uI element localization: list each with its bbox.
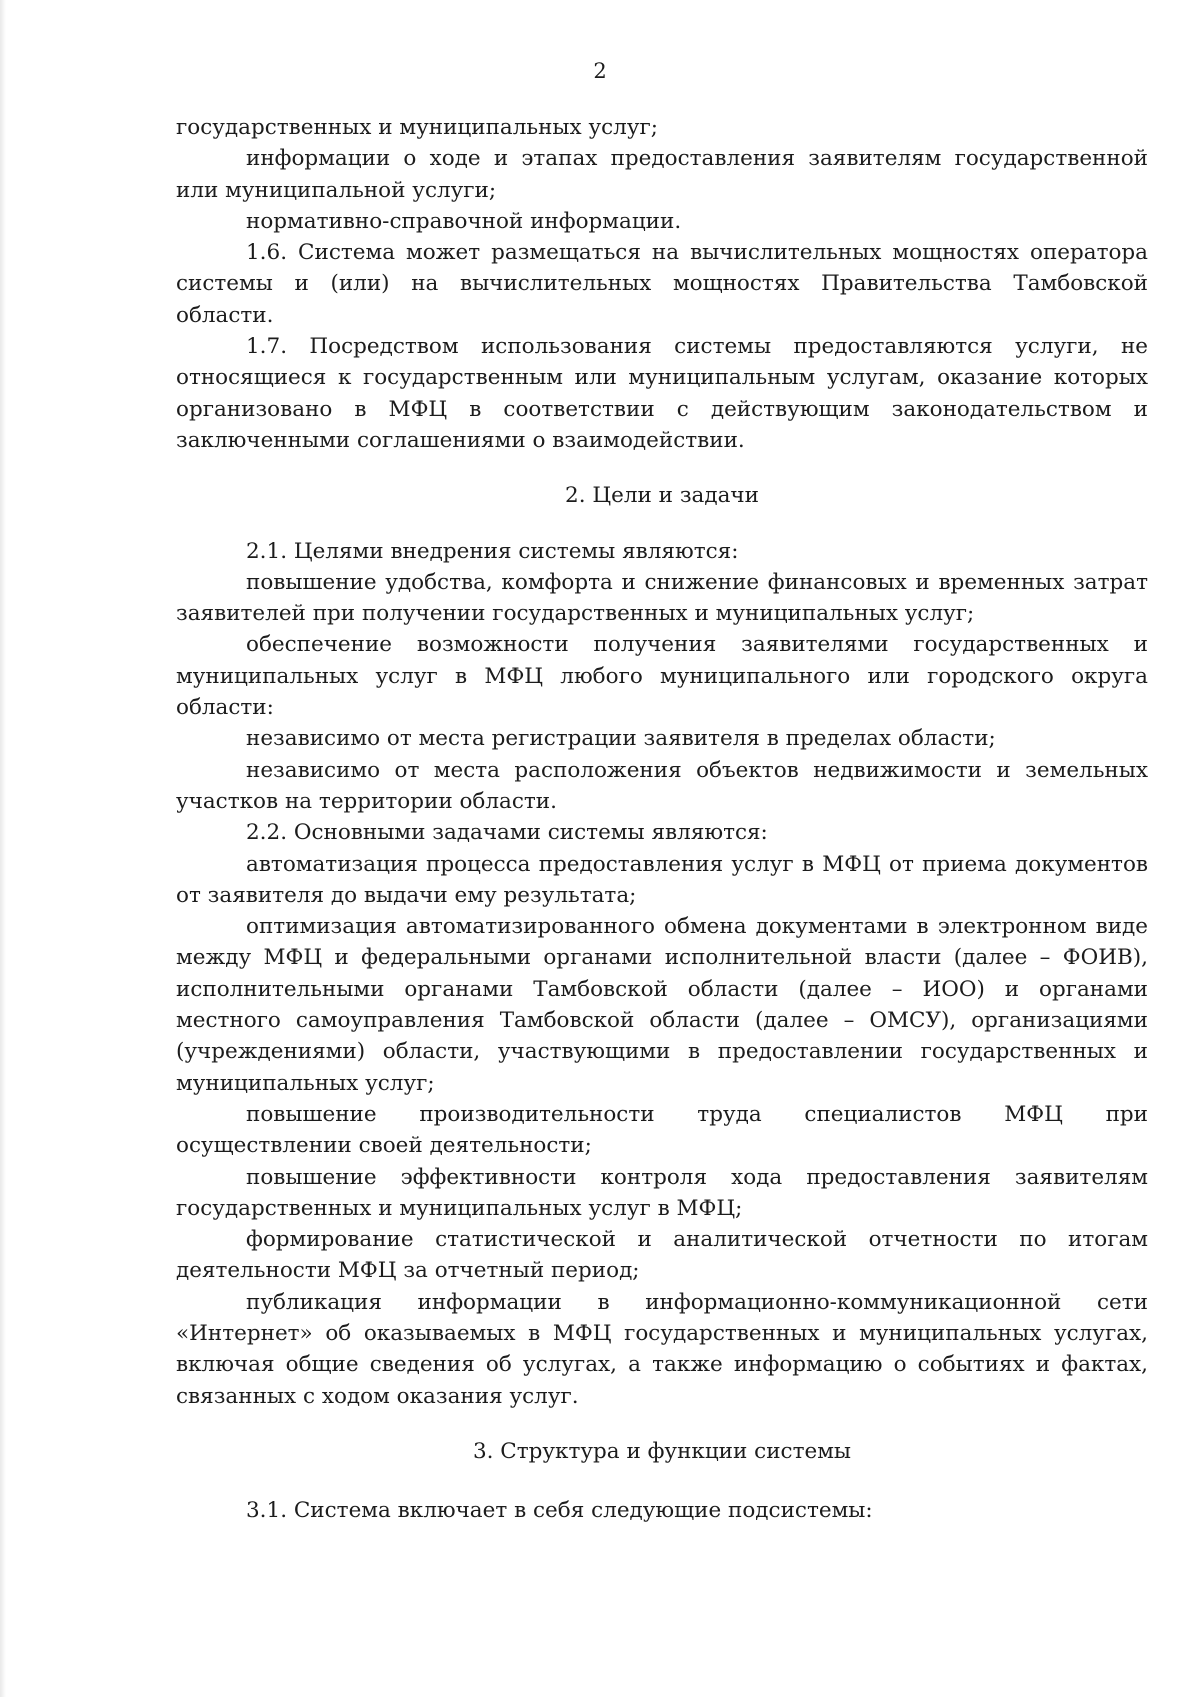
paragraph: повышение эффективности контроля хода предоставления заявителям государственных и муниципальных услуг в МФЦ; [176, 1164, 1148, 1221]
section-heading: 3. Структура и функции системы [472, 1438, 852, 1464]
document-body [176, 112, 1148, 1526]
paragraph: повышение удобства, комфорта и снижение финансовых и временных затрат заявителей при получении государственных и муниципальных услуг; [176, 569, 1148, 627]
paragraph: 2.2. Основными задачами системы являются: [246, 820, 768, 846]
intro-block [176, 112, 1148, 456]
paragraph: независимо от места расположения объектов недвижимости и земельных участков на территории области. [176, 757, 1148, 814]
paragraph: оптимизация автоматизированного обмена документами в электронном виде между МФЦ и федеральными органами исполнительной власти (далее – ФОИВ), исполнительными органами Тамбовской области (далее – ИОО) и органами местного самоуправления Тамбовской области (далее – ОМСУ), организациями (учреждениями) области, участвующими в предоставлении государственных и муниципальных услуг; [176, 914, 1148, 1096]
paragraph: независимо от места регистрации заявителя в пределах области; [246, 726, 996, 752]
paragraph: публикация информации в информационно-коммуникационной сети «Интернет» об оказываемых в МФЦ государственных и муниципальных услугах, включая общие сведения об услугах, а также информацию о событиях и фактах, связанных с ходом оказания услуг. [176, 1289, 1148, 1409]
page-number: 2 [593, 59, 607, 83]
paragraph: нормативно-справочной информации. [246, 208, 682, 234]
scan-edge-shadow [0, 0, 6, 1697]
paragraph: обеспечение возможности получения заявителями государственных и муниципальных услуг в МФЦ любого муниципального или городского округа области: [176, 632, 1148, 721]
section-heading: 2. Цели и задачи [565, 483, 759, 509]
paragraph: 1.6. Система может размещаться на вычислительных мощностях оператора системы и (или) на вычислительных мощностях Правительства Тамбовской области. [176, 240, 1148, 328]
paragraph: повышение производительности труда специалистов МФЦ при осуществлении своей деятельности; [176, 1101, 1148, 1159]
paragraph: 3.1. Система включает в себя следующие подсистемы: [246, 1498, 873, 1524]
paragraph: 2.1. Целями внедрения системы являются: [246, 538, 739, 564]
paragraph: 1.7. Посредством использования системы предоставляются услуги, не относящиеся к государственным или муниципальным услугам, оказание которых организовано в МФЦ в соответствии с действующим законодательством и заключенными соглашениями о взаимодействии. [176, 334, 1148, 453]
paragraph: формирование статистической и аналитической отчетности по итогам деятельности МФЦ за отчетный период; [176, 1227, 1148, 1284]
paragraph: государственных и муниципальных услуг; [176, 115, 658, 140]
paragraph: информации о ходе и этапах предоставления заявителям государственной или муниципальной услуги; [176, 146, 1148, 203]
section-2-body [176, 536, 1148, 1412]
section-3-body [176, 1495, 1148, 1526]
paragraph: автоматизация процесса предоставления услуг в МФЦ от приема документов от заявителя до выдачи ему результата; [176, 851, 1148, 908]
